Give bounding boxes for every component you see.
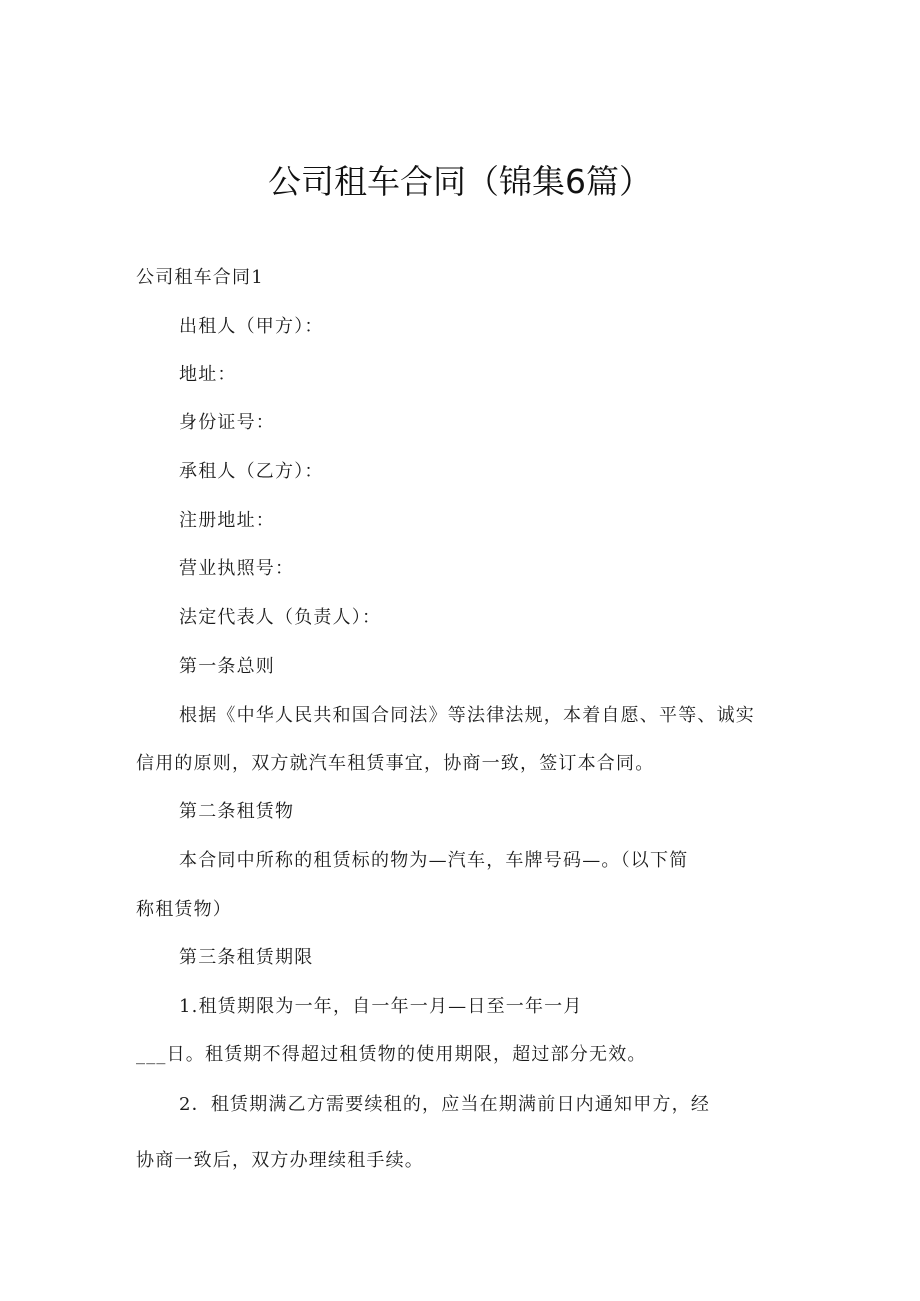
article-1-heading: 第一条总则 bbox=[179, 656, 275, 677]
id-number-field: 身份证号： bbox=[179, 412, 275, 433]
registered-address-field: 注册地址： bbox=[179, 510, 275, 531]
address-field: 地址： bbox=[179, 364, 237, 385]
article-3-clause-2-line-1: 2．租赁期满乙方需要续租的，应当在期满前日内通知甲方，经 bbox=[179, 1094, 711, 1115]
lessee-field: 承租人（乙方）： bbox=[179, 461, 324, 482]
lessor-field: 出租人（甲方）： bbox=[179, 316, 324, 337]
business-license-field: 营业执照号： bbox=[179, 558, 295, 579]
article-1-text-line-1: 根据《中华人民共和国合同法》等法律法规，本着自愿、平等、诚实 bbox=[179, 705, 755, 726]
article-2-heading: 第二条租赁物 bbox=[179, 801, 295, 822]
article-2-text-line-2: 称租赁物） bbox=[136, 899, 232, 920]
section-heading: 公司租车合同1 bbox=[136, 267, 264, 288]
article-3-clause-1-line-1: 1.租赁期限为一年，自一年一月—日至一年一月 bbox=[179, 996, 583, 1017]
article-2-text-line-1: 本合同中所称的租赁标的物为—汽车，车牌号码—。（以下简 bbox=[179, 850, 689, 871]
document-title: 公司租车合同（锦集6篇） bbox=[268, 162, 652, 201]
article-1-text-line-2: 信用的原则，双方就汽车租赁事宜，协商一致，签订本合同。 bbox=[136, 753, 655, 774]
legal-representative-field: 法定代表人（负责人）： bbox=[179, 607, 382, 628]
article-3-clause-1-line-2: ___日。租赁期不得超过租赁物的使用期限，超过部分无效。 bbox=[136, 1044, 647, 1065]
article-3-clause-2-line-2: 协商一致后，双方办理续租手续。 bbox=[136, 1150, 424, 1171]
article-3-heading: 第三条租赁期限 bbox=[179, 947, 314, 968]
